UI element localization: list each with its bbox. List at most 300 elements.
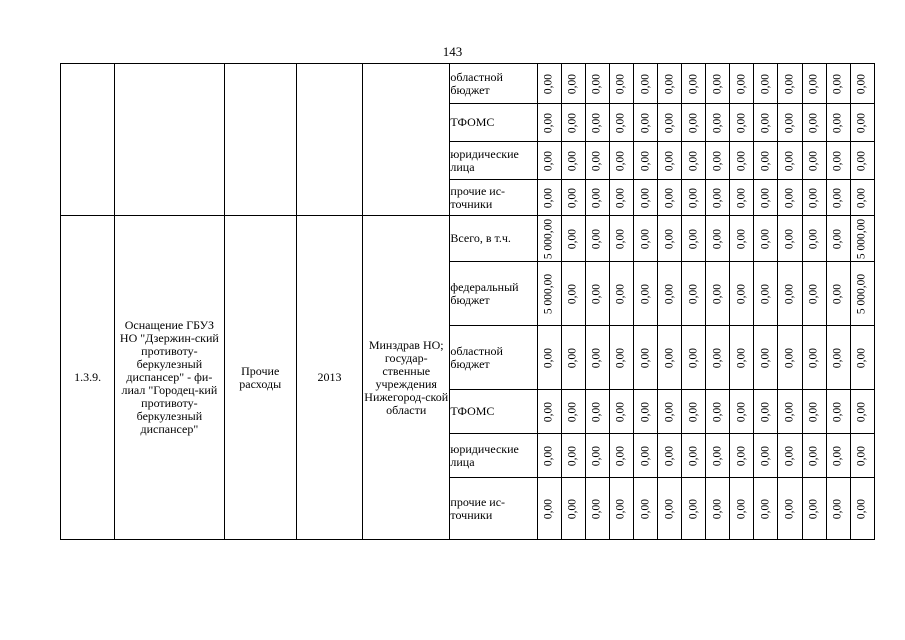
value-cell — [778, 104, 802, 142]
value-cell — [850, 104, 874, 142]
value-cell — [826, 326, 850, 390]
value-text: 0,00 — [542, 73, 555, 94]
value-cell — [561, 390, 585, 434]
value-cell — [658, 390, 682, 434]
value-text: 0,00 — [663, 498, 676, 519]
value-cell — [850, 434, 874, 478]
value-cell — [658, 142, 682, 180]
value-text: 0,00 — [639, 498, 652, 519]
item-executor: Минздрав НО; государ-ственные учреждения Нижегород-ской области — [363, 216, 450, 540]
value-text: 0,00 — [735, 73, 748, 94]
value-cell — [730, 216, 754, 262]
value-text: 0,00 — [855, 112, 868, 133]
value-cell — [850, 64, 874, 104]
value-cell — [609, 434, 633, 478]
value-text: 0,00 — [614, 150, 627, 171]
value-text: 0,00 — [735, 347, 748, 368]
value-cell — [754, 434, 778, 478]
value-text: 0,00 — [831, 445, 844, 466]
value-text: 0,00 — [831, 498, 844, 519]
value-text: 0,00 — [687, 401, 700, 422]
value-cell — [730, 142, 754, 180]
value-cell — [682, 180, 706, 216]
prev-year-cell — [296, 64, 362, 216]
source-cell: Всего, в т.ч. — [450, 216, 537, 262]
value-text: 0,00 — [783, 283, 796, 304]
value-text: 0,00 — [639, 112, 652, 133]
value-text: 0,00 — [711, 73, 724, 94]
value-text: 5 000,00 — [542, 273, 555, 314]
source-cell: областной бюджет — [450, 326, 537, 390]
value-text: 0,00 — [855, 150, 868, 171]
value-cell — [802, 64, 826, 104]
value-text: 0,00 — [614, 112, 627, 133]
value-cell — [850, 142, 874, 180]
value-text: 0,00 — [735, 283, 748, 304]
value-cell — [609, 142, 633, 180]
value-cell — [561, 142, 585, 180]
value-cell — [537, 390, 561, 434]
value-cell — [802, 326, 826, 390]
value-cell — [585, 104, 609, 142]
value-text: 0,00 — [614, 187, 627, 208]
value-text: 0,00 — [663, 401, 676, 422]
value-cell — [634, 326, 658, 390]
value-cell — [802, 216, 826, 262]
value-cell — [609, 478, 633, 540]
value-text: 0,00 — [663, 73, 676, 94]
value-cell — [634, 142, 658, 180]
value-cell — [658, 64, 682, 104]
value-cell — [826, 142, 850, 180]
value-text: 0,00 — [807, 347, 820, 368]
value-cell — [754, 180, 778, 216]
value-text: 0,00 — [759, 228, 772, 249]
value-text: 0,00 — [735, 445, 748, 466]
prev-executor-cell — [363, 64, 450, 216]
value-cell — [706, 216, 730, 262]
value-cell — [609, 64, 633, 104]
value-cell — [802, 390, 826, 434]
value-cell — [778, 180, 802, 216]
value-cell — [682, 142, 706, 180]
value-text: 0,00 — [590, 283, 603, 304]
value-text: 0,00 — [759, 347, 772, 368]
value-text: 0,00 — [614, 73, 627, 94]
value-cell — [706, 326, 730, 390]
value-cell — [850, 390, 874, 434]
value-text: 0,00 — [663, 187, 676, 208]
value-cell — [730, 104, 754, 142]
value-text: 0,00 — [831, 347, 844, 368]
value-text: 0,00 — [614, 445, 627, 466]
value-cell — [802, 478, 826, 540]
value-cell — [561, 262, 585, 326]
value-cell — [609, 262, 633, 326]
value-text: 0,00 — [711, 401, 724, 422]
value-text: 0,00 — [759, 150, 772, 171]
value-cell — [561, 104, 585, 142]
value-cell — [778, 142, 802, 180]
value-cell — [537, 142, 561, 180]
value-cell — [634, 64, 658, 104]
value-text: 0,00 — [855, 347, 868, 368]
value-text: 0,00 — [639, 347, 652, 368]
source-cell: ТФОМС — [450, 390, 537, 434]
value-text: 0,00 — [783, 112, 796, 133]
value-cell — [609, 216, 633, 262]
value-text: 0,00 — [807, 187, 820, 208]
value-cell — [826, 434, 850, 478]
value-text: 0,00 — [831, 150, 844, 171]
value-text: 0,00 — [855, 187, 868, 208]
value-cell — [682, 326, 706, 390]
value-text: 0,00 — [590, 228, 603, 249]
value-text: 0,00 — [759, 401, 772, 422]
value-text: 0,00 — [807, 283, 820, 304]
prev-name-cell — [115, 64, 224, 216]
value-cell — [730, 64, 754, 104]
value-cell — [561, 478, 585, 540]
prev-expense-cell — [224, 64, 296, 216]
value-text: 0,00 — [831, 73, 844, 94]
value-cell — [658, 434, 682, 478]
value-cell — [537, 64, 561, 104]
value-cell — [537, 180, 561, 216]
value-text: 0,00 — [590, 347, 603, 368]
value-cell — [706, 142, 730, 180]
value-cell — [826, 104, 850, 142]
value-text: 0,00 — [639, 283, 652, 304]
value-cell — [561, 326, 585, 390]
value-text: 0,00 — [542, 112, 555, 133]
funding-table — [60, 63, 875, 540]
value-text: 0,00 — [687, 347, 700, 368]
value-cell — [634, 262, 658, 326]
value-text: 0,00 — [807, 112, 820, 133]
source-cell: прочие ис-точники — [450, 478, 537, 540]
value-text: 0,00 — [831, 112, 844, 133]
value-cell — [585, 326, 609, 390]
value-cell — [585, 434, 609, 478]
value-text: 0,00 — [807, 150, 820, 171]
value-cell — [706, 104, 730, 142]
item-expense-type: Прочие расходы — [224, 216, 296, 540]
value-text: 0,00 — [639, 187, 652, 208]
value-text: 5 000,00 — [855, 218, 868, 259]
value-cell — [682, 64, 706, 104]
value-cell — [682, 434, 706, 478]
value-text: 0,00 — [639, 445, 652, 466]
value-cell — [706, 64, 730, 104]
value-text: 0,00 — [855, 73, 868, 94]
value-cell — [585, 216, 609, 262]
value-text: 0,00 — [687, 150, 700, 171]
value-text: 0,00 — [566, 283, 579, 304]
value-cell — [658, 216, 682, 262]
value-cell — [585, 478, 609, 540]
value-cell — [537, 216, 561, 262]
value-cell — [609, 326, 633, 390]
value-text: 0,00 — [807, 445, 820, 466]
value-cell — [682, 478, 706, 540]
value-text: 0,00 — [663, 112, 676, 133]
value-cell — [754, 326, 778, 390]
value-cell — [634, 104, 658, 142]
value-cell — [802, 262, 826, 326]
value-text: 0,00 — [783, 498, 796, 519]
prev-number-cell — [61, 64, 115, 216]
value-text: 0,00 — [566, 150, 579, 171]
value-cell — [826, 478, 850, 540]
value-cell — [537, 326, 561, 390]
value-cell — [634, 390, 658, 434]
value-text: 0,00 — [590, 445, 603, 466]
table-row — [61, 216, 875, 262]
value-text: 0,00 — [542, 347, 555, 368]
value-text: 0,00 — [759, 187, 772, 208]
source-cell: ТФОМС — [450, 104, 537, 142]
value-cell — [826, 390, 850, 434]
value-cell — [706, 478, 730, 540]
value-cell — [730, 326, 754, 390]
value-cell — [634, 434, 658, 478]
value-text: 0,00 — [687, 228, 700, 249]
table-row — [61, 64, 875, 104]
value-cell — [585, 142, 609, 180]
value-text: 0,00 — [855, 401, 868, 422]
value-cell — [706, 390, 730, 434]
value-text: 0,00 — [590, 498, 603, 519]
value-text: 0,00 — [687, 498, 700, 519]
value-cell — [537, 434, 561, 478]
value-cell — [561, 434, 585, 478]
value-text: 0,00 — [663, 283, 676, 304]
value-cell — [754, 216, 778, 262]
value-text: 0,00 — [542, 498, 555, 519]
value-cell — [730, 262, 754, 326]
value-text: 0,00 — [663, 347, 676, 368]
value-cell — [778, 64, 802, 104]
value-cell — [802, 142, 826, 180]
value-text: 0,00 — [783, 401, 796, 422]
item-name: Оснащение ГБУЗ НО "Дзержин-ский противоту-беркулезный диспансер" - фи-лиал "Городец-кий противоту-беркулезный диспансер" — [115, 216, 224, 540]
value-cell — [730, 478, 754, 540]
value-cell — [634, 180, 658, 216]
value-text: 0,00 — [711, 283, 724, 304]
source-cell: юридические лица — [450, 434, 537, 478]
value-text: 0,00 — [639, 401, 652, 422]
item-number: 1.3.9. — [61, 216, 115, 540]
value-cell — [730, 390, 754, 434]
value-text: 0,00 — [759, 445, 772, 466]
value-text: 0,00 — [831, 228, 844, 249]
value-cell — [778, 262, 802, 326]
value-text: 0,00 — [783, 187, 796, 208]
value-text: 0,00 — [687, 73, 700, 94]
value-cell — [585, 180, 609, 216]
value-cell — [537, 104, 561, 142]
value-cell — [802, 180, 826, 216]
value-cell — [706, 180, 730, 216]
value-text: 0,00 — [566, 445, 579, 466]
value-text: 0,00 — [590, 112, 603, 133]
value-cell — [802, 104, 826, 142]
value-cell — [682, 216, 706, 262]
value-text: 0,00 — [807, 73, 820, 94]
value-text: 0,00 — [831, 401, 844, 422]
value-text: 0,00 — [783, 445, 796, 466]
value-text: 0,00 — [735, 150, 748, 171]
value-cell — [634, 216, 658, 262]
value-text: 0,00 — [711, 347, 724, 368]
value-cell — [850, 326, 874, 390]
value-text: 0,00 — [663, 150, 676, 171]
value-cell — [682, 390, 706, 434]
value-text: 0,00 — [614, 347, 627, 368]
value-text: 0,00 — [614, 228, 627, 249]
source-cell: прочие ис-точники — [450, 180, 537, 216]
value-text: 0,00 — [566, 187, 579, 208]
value-text: 0,00 — [566, 112, 579, 133]
value-cell — [754, 142, 778, 180]
value-cell — [537, 262, 561, 326]
value-cell — [778, 390, 802, 434]
value-text: 0,00 — [783, 347, 796, 368]
value-text: 0,00 — [639, 150, 652, 171]
value-text: 0,00 — [542, 445, 555, 466]
value-text: 0,00 — [566, 401, 579, 422]
value-cell — [826, 262, 850, 326]
value-cell — [850, 180, 874, 216]
value-cell — [850, 478, 874, 540]
value-text: 0,00 — [542, 150, 555, 171]
value-text: 0,00 — [566, 228, 579, 249]
value-cell — [754, 104, 778, 142]
value-cell — [537, 478, 561, 540]
value-cell — [585, 64, 609, 104]
value-text: 0,00 — [711, 445, 724, 466]
value-cell — [682, 262, 706, 326]
value-text: 0,00 — [687, 445, 700, 466]
value-text: 0,00 — [639, 73, 652, 94]
value-cell — [778, 478, 802, 540]
value-text: 0,00 — [831, 283, 844, 304]
value-text: 0,00 — [711, 228, 724, 249]
value-cell — [778, 434, 802, 478]
value-cell — [778, 326, 802, 390]
source-cell: юридические лица — [450, 142, 537, 180]
value-text: 0,00 — [735, 401, 748, 422]
value-text: 0,00 — [807, 228, 820, 249]
value-cell — [754, 478, 778, 540]
value-cell — [585, 262, 609, 326]
value-cell — [585, 390, 609, 434]
value-text: 0,00 — [614, 283, 627, 304]
value-cell — [778, 216, 802, 262]
value-text: 0,00 — [735, 498, 748, 519]
value-text: 0,00 — [639, 228, 652, 249]
value-text: 0,00 — [542, 187, 555, 208]
value-cell — [850, 262, 874, 326]
value-text: 0,00 — [783, 150, 796, 171]
value-text: 0,00 — [735, 228, 748, 249]
value-text: 0,00 — [590, 73, 603, 94]
value-text: 0,00 — [759, 73, 772, 94]
value-text: 0,00 — [590, 401, 603, 422]
page-number: 143 — [442, 44, 463, 59]
value-text: 0,00 — [735, 112, 748, 133]
value-text: 0,00 — [783, 73, 796, 94]
value-text: 0,00 — [566, 347, 579, 368]
value-text: 0,00 — [735, 187, 748, 208]
value-cell — [658, 326, 682, 390]
value-text: 0,00 — [759, 112, 772, 133]
value-cell — [609, 180, 633, 216]
source-cell: федеральный бюджет — [450, 262, 537, 326]
value-cell — [706, 262, 730, 326]
value-cell — [730, 180, 754, 216]
value-text: 0,00 — [807, 498, 820, 519]
value-cell — [850, 216, 874, 262]
value-cell — [826, 180, 850, 216]
value-text: 0,00 — [663, 228, 676, 249]
value-text: 0,00 — [711, 498, 724, 519]
value-cell — [658, 262, 682, 326]
value-cell — [658, 180, 682, 216]
value-cell — [754, 390, 778, 434]
value-text: 0,00 — [663, 445, 676, 466]
value-text: 0,00 — [687, 187, 700, 208]
value-text: 0,00 — [614, 401, 627, 422]
value-text: 0,00 — [566, 498, 579, 519]
value-cell — [754, 64, 778, 104]
value-text: 0,00 — [807, 401, 820, 422]
value-cell — [561, 216, 585, 262]
value-cell — [658, 104, 682, 142]
value-cell — [706, 434, 730, 478]
value-text: 0,00 — [542, 401, 555, 422]
value-text: 0,00 — [759, 498, 772, 519]
item-year: 2013 — [296, 216, 362, 540]
value-text: 0,00 — [759, 283, 772, 304]
source-cell: областной бюджет — [450, 64, 537, 104]
value-cell — [609, 104, 633, 142]
value-text: 0,00 — [855, 498, 868, 519]
value-text: 0,00 — [614, 498, 627, 519]
value-cell — [730, 434, 754, 478]
value-text: 0,00 — [831, 187, 844, 208]
value-cell — [754, 262, 778, 326]
value-text: 5 000,00 — [855, 273, 868, 314]
value-text: 0,00 — [687, 112, 700, 133]
value-cell — [826, 64, 850, 104]
value-cell — [658, 478, 682, 540]
value-cell — [826, 216, 850, 262]
value-text: 0,00 — [566, 73, 579, 94]
value-text: 0,00 — [711, 112, 724, 133]
value-text: 0,00 — [687, 283, 700, 304]
value-cell — [609, 390, 633, 434]
value-text: 0,00 — [783, 228, 796, 249]
value-cell — [561, 64, 585, 104]
value-cell — [634, 478, 658, 540]
value-text: 0,00 — [711, 187, 724, 208]
value-text: 0,00 — [590, 150, 603, 171]
value-text: 5 000,00 — [542, 218, 555, 259]
value-text: 0,00 — [855, 445, 868, 466]
value-cell — [561, 180, 585, 216]
